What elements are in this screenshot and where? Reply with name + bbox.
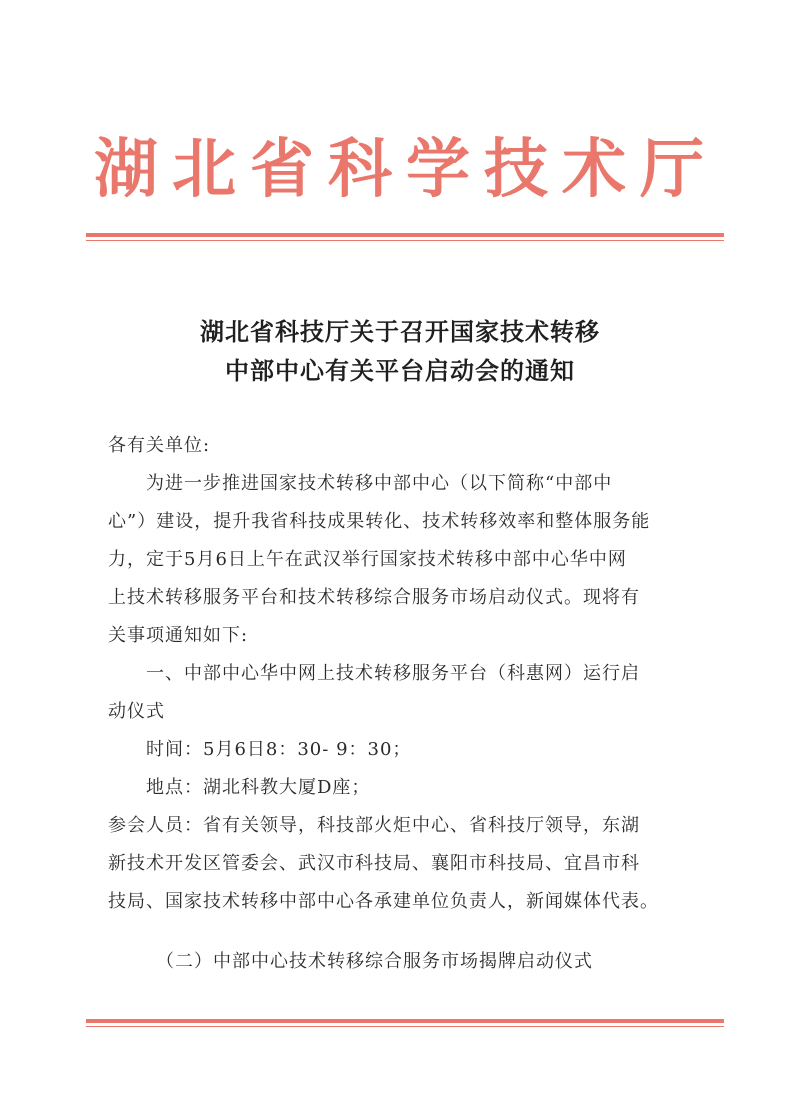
section-2-heading: （二）中部中心技术转移综合服务市场揭牌启动仪式 <box>156 951 593 972</box>
intro-line: 心”）建设，提升我省科技成果转化、技术转移效率和整体服务能 <box>108 511 651 532</box>
letterhead-rule-thick <box>86 233 724 237</box>
attendees-line: 新技术开发区管委会、武汉市科技局、襄阳市科技局、宜昌市科 <box>108 853 640 874</box>
footer-rule-thin <box>86 1026 724 1027</box>
section-1-heading: 一、中部中心华中网上技术转移服务平台（科惠网）运行启 <box>146 663 640 684</box>
notice-title-line-1: 湖北省科技厅关于召开国家技术转移 <box>200 317 600 346</box>
letterhead-rule-thin <box>86 240 724 241</box>
intro-line: 上技术转移服务平台和技术转移综合服务市场启动仪式。现将有 <box>108 587 640 608</box>
salutation: 各有关单位: <box>108 435 211 456</box>
letterhead-title: 湖北省科学技术厅 <box>94 132 718 207</box>
attendees-line: 参会人员：省有关领导，科技部火炬中心、省科技厅领导，东湖 <box>108 815 640 836</box>
intro-line: 力，定于5月6日上午在武汉举行国家技术转移中部中心华中网 <box>108 549 627 570</box>
event-time: 时间：5月6日8：30- 9：30； <box>146 739 412 760</box>
notice-title-line-2: 中部中心有关平台启动会的通知 <box>225 356 575 385</box>
intro-line: 关事项通知如下: <box>108 625 249 646</box>
event-location: 地点：湖北科教大厦D座； <box>146 777 371 798</box>
intro-line: 为进一步推进国家技术转移中部中心（以下简称“中部中 <box>146 473 613 494</box>
footer-rule-thick <box>86 1019 724 1023</box>
attendees-line: 技局、国家技术转移中部中心各承建单位负责人，新闻媒体代表。 <box>108 891 659 912</box>
section-1-heading: 动仪式 <box>108 701 165 722</box>
